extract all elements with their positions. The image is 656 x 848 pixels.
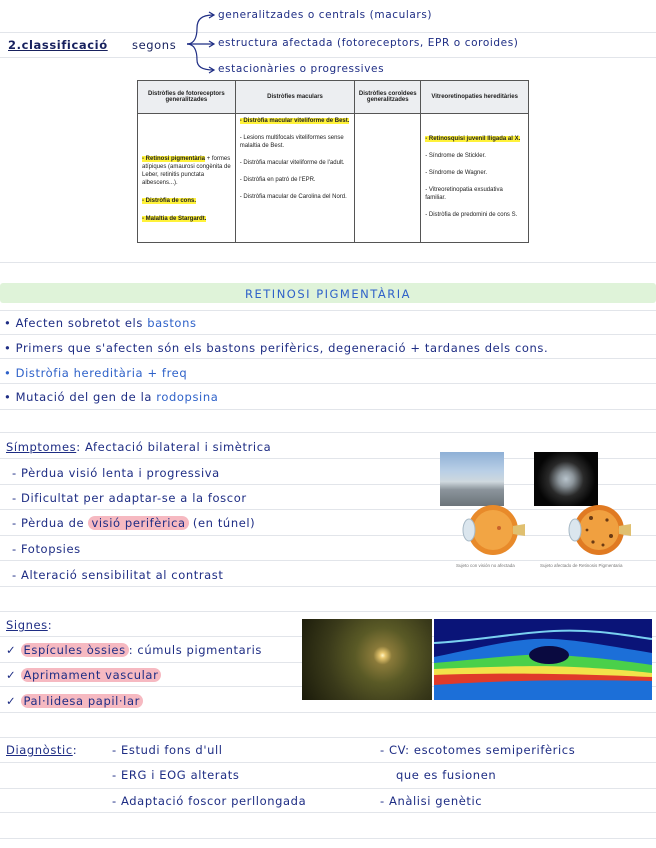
bullet-rodopsina: • Mutació del gen de la rodopsina: [4, 390, 219, 404]
table-header-2: Distròfies maculars: [235, 81, 355, 114]
item-exsudativa: - Vitreoretinopatia exsudativa familiar.: [425, 187, 503, 201]
classification-label: 2.classificació: [8, 38, 108, 52]
caption-retinosi: Sujeto afectado de Retinosis Pigmentaria: [540, 563, 623, 568]
simptoma-1: - Pèrdua visió lenta i progressiva: [12, 466, 220, 480]
simptoma-5: - Alteració sensibilitat al contrast: [12, 568, 224, 582]
diagnostic-5: que es fusionen: [396, 768, 497, 782]
item-cons-s: - Distròfia de predomini de cons S.: [425, 212, 518, 218]
landscape-tunnel-image: [534, 452, 598, 506]
classification-segons: segons: [132, 38, 177, 52]
diagnostic-1: - Estudi fons d'ull: [112, 743, 223, 757]
table-header-3: Distròfies coroïdees generalitzades: [355, 81, 421, 114]
diagnostic-2: - ERG i EOG alterats: [112, 768, 240, 782]
signes-heading: Signes:: [6, 618, 53, 632]
item-stargardt: - Malaltia de Stargardt.: [142, 216, 207, 222]
item-best: - Distròfia macular viteliforme de Best.: [239, 118, 350, 124]
classification-table: [137, 80, 529, 243]
simptomes-heading: Símptomes: Afectació bilateral i simètrica: [6, 440, 272, 454]
item-lesions: - Lesions multifocals viteliformes sense malaltia de Best.: [239, 135, 344, 149]
check-icon: ✓: [6, 694, 17, 708]
caption-normal: Sujeto con visión no afectada: [456, 563, 515, 568]
classification-option-3: estacionàries o progressives: [218, 63, 385, 75]
diagnostic-4: - CV: escotomes semiperifèrics: [380, 743, 576, 757]
classification-option-2: estructura afectada (fotoreceptors, EPR o coroides): [218, 37, 519, 49]
item-retinosi: - Retinosi pigmentària: [142, 156, 206, 162]
classification-option-1: generalitzades o centrals (maculars): [218, 9, 433, 21]
table-cell-coroidees: [355, 114, 421, 243]
item-retinosquisi: - Retinosquisi juvenil lligada al X.: [425, 136, 521, 142]
bullet-bastons: • Afecten sobretot els bastons: [4, 316, 197, 330]
simptoma-4: - Fotopsies: [12, 542, 81, 556]
eye-normal-illustration: [455, 500, 525, 560]
diagnostic-6: - Anàlisi genètic: [380, 794, 483, 808]
item-stickler: - Síndrome de Stickler.: [425, 153, 486, 159]
diagnostic-3: - Adaptació foscor perllongada: [112, 794, 307, 808]
item-adult: - Distròfia macular viteliforme de l'adult.: [239, 160, 345, 166]
item-carolina: - Distròfia macular de Carolina del Nord.: [239, 194, 347, 200]
item-wagner: - Síndrome de Wagner.: [425, 170, 488, 176]
oct-scan-image: [434, 619, 652, 700]
eye-retinosi-illustration: [561, 500, 631, 560]
check-icon: ✓: [6, 643, 17, 657]
signe-1: ✓ Espícules òssies : cúmuls pigmentaris: [6, 643, 262, 657]
bullet-hereditaria: • Distròfia hereditària + freq: [4, 366, 188, 380]
section-title: RETINOSI PIGMENTÀRIA: [245, 287, 411, 301]
diagnostic-heading: Diagnòstic:: [6, 743, 78, 757]
simptoma-3: - Pèrdua de visió perifèrica (en túnel): [12, 516, 256, 530]
fundus-photo: [302, 619, 432, 700]
table-cell-maculars: [235, 114, 355, 243]
table-header-1: Distròfies de fotoreceptors generalitzades: [138, 81, 236, 114]
check-icon: ✓: [6, 668, 17, 682]
table-cell-vitreoretinopaties: [421, 114, 529, 243]
item-epr: - Distròfia en patró de l'EPR.: [239, 177, 316, 183]
landscape-normal-image: [440, 452, 504, 506]
signe-2: ✓ Aprimament vascular: [6, 668, 161, 682]
item-retinosi-rest: + formes atípiques (amaurosi congènita de Leber, retinitis punctata albescens...).: [142, 156, 231, 186]
signe-3: ✓ Pal·lidesa papil·lar: [6, 694, 143, 708]
bullet-perifèrics: • Primers que s'afecten són els bastons perifèrics, degeneració + tardanes dels cons.: [4, 341, 549, 355]
table-cell-fotoreceptors: [138, 114, 236, 243]
brace-arrows-icon: [183, 6, 223, 76]
item-distrofia-cons: - Distròfia de cons.: [142, 198, 197, 204]
table-header-4: Vitreoretinopaties hereditàries: [421, 81, 529, 114]
simptoma-2: - Dificultat per adaptar-se a la foscor: [12, 491, 247, 505]
